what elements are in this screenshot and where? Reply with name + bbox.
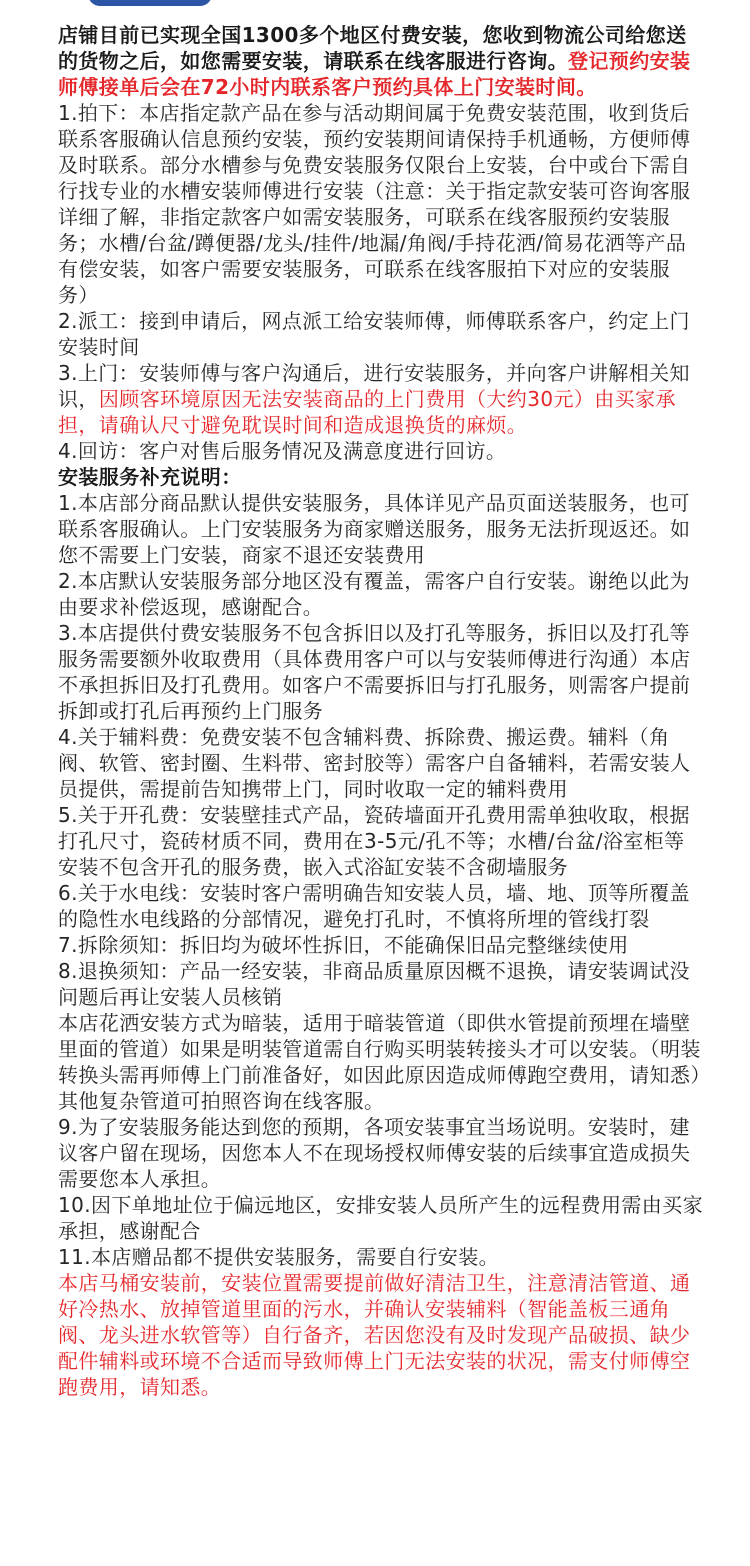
supplement-item: 1.本店部分商品默认提供安装服务，具体详见产品页面送装服务，也可联系客服确认。上门安装服务为商家赠送服务，服务无法折现返还。如您不需要上门安装，商家不退还安装费用 bbox=[58, 491, 691, 567]
supplement-item: 9.为了安装服务能达到您的预期，各项安装事宜当场说明。安装时，建议客户留在现场，因您本人不在现场授权师傅安装的后续事宜造成损失需要您本人承担。 bbox=[58, 1115, 691, 1191]
step-order: 1.拍下：本店指定款产品在参与活动期间属于免费安装范围，收到货后联系客服确认信息预约安装，预约安装期间请保持手机通畅，方便师傅及时联系。部分水槽参与免费安装服务仅限台上安装，台中或台下需自行找专业的水槽安装师傅进行安装（注意：关于指定款安装可咨询客服详细了解，非指定款客户如需安装服务，可联系在线客服预约安装服务；水槽/台盆/蹲便器/龙头/挂件/地漏/角阀/手持花洒/简易花洒等产品有偿安装，如客户需要安装服务，可联系在线客服拍下对应的安装服务） bbox=[58, 101, 691, 307]
step-dispatch: 2.派工：接到申请后，网点派工给安装师傅，师傅联系客户，约定上门安装时间 bbox=[58, 309, 690, 359]
supplement-item: 7.拆除须知：拆旧均为破坏性拆旧，不能确保旧品完整继续使用 bbox=[58, 933, 629, 957]
supplement-item: 10.因下单地址位于偏远地区，安排安装人员所产生的远程费用需由买家承担，感谢配合 bbox=[58, 1193, 704, 1243]
supplement-item: 4.关于辅料费：免费安装不包含辅料费、拆除费、搬运费。辅料（角阀、软管、密封圈、生料带、密封胶等）需客户自备辅料，若需安装人员提供，需提前告知携带上门，同时收取一定的辅料费用 bbox=[58, 725, 691, 801]
supplement-item: 6.关于水电线：安装时客户需明确告知安装人员，墙、地、顶等所覆盖的隐性水电线路的分部情况，避免打孔时，不慎将所埋的管线打裂 bbox=[58, 881, 690, 931]
supplement-heading: 安装服务补充说明： bbox=[58, 465, 242, 489]
intro-text: 店铺目前已实现全国1300多个地区付费安装，您收到物流公司给您送的货物之后，如您需要安装，请联系在线客服进行咨询。 bbox=[58, 23, 687, 73]
supplement-item: 8.退换须知：产品一经安装，非商品质量原因概不退换，请安装调试没问题后再让安装人员核销 bbox=[58, 959, 690, 1009]
supplement-item: 11.本店赠品都不提供安装服务，需要自行安装。 bbox=[58, 1245, 500, 1269]
top-tab-decoration bbox=[88, 0, 212, 6]
intro-highlight: 登记预约安装师傅接单后会在72小时内联系客户预约具体上门安装时间。 bbox=[58, 49, 691, 99]
supplement-item: 5.关于开孔费：安装壁挂式产品，瓷砖墙面开孔费用需单独收取，根据打孔尺寸，瓷砖材质不同，费用在3-5元/孔不等；水槽/台盆/浴室柜等安装不包含开孔的服务费，嵌入式浴缸安装不含砌墙服务 bbox=[58, 803, 690, 879]
supplement-item: 2.本店默认安装服务部分地区没有覆盖，需客户自行安装。谢绝以此为由要求补偿返现，感谢配合。 bbox=[58, 569, 690, 619]
supplement-item: 3.本店提供付费安装服务不包含拆旧以及打孔等服务，拆旧以及打孔等服务需要额外收取费用（具体费用客户可以与安装师傅进行沟通）本店不承担拆旧及打孔费用。如客户不需要拆旧与打孔服务，则需客户提前拆卸或打孔后再预约上门服务 bbox=[58, 621, 691, 723]
shower-install-note: 本店花洒安装方式为暗装，适用于暗装管道（即供水管提前预埋在墙壁里面的管道）如果是明装管道需自行购买明装转接头才可以安装。（明装转换头需再师傅上门前准备好，如因此原因造成师傅跑空费用，请知悉）其他复杂管道可拍照咨询在线客服。 bbox=[58, 1011, 701, 1113]
step-visit: 3.上门：安装师傅与客户沟通后，进行安装服务，并向客户讲解相关知识， bbox=[58, 361, 690, 411]
step-visit-warning: 因顾客环境原因无法安装商品的上门费用（大约30元）由买家承担，请确认尺寸避免耽误时间和造成退换货的麻烦。 bbox=[58, 387, 676, 437]
toilet-install-note: 本店马桶安装前，安装位置需要提前做好清洁卫生，注意清洁管道、通好冷热水、放掉管道里面的污水，并确认安装辅料（智能盖板三通角阀、龙头进水软管等）自行备齐，若因您没有及时发现产品破损、缺少配件辅料或环境不合适而导致师傅上门无法安装的状况，需支付师傅空跑费用，请知悉。 bbox=[58, 1271, 691, 1399]
installation-notice bbox=[58, 22, 704, 1400]
step-followup: 4.回访：客户对售后服务情况及满意度进行回访。 bbox=[58, 439, 507, 463]
